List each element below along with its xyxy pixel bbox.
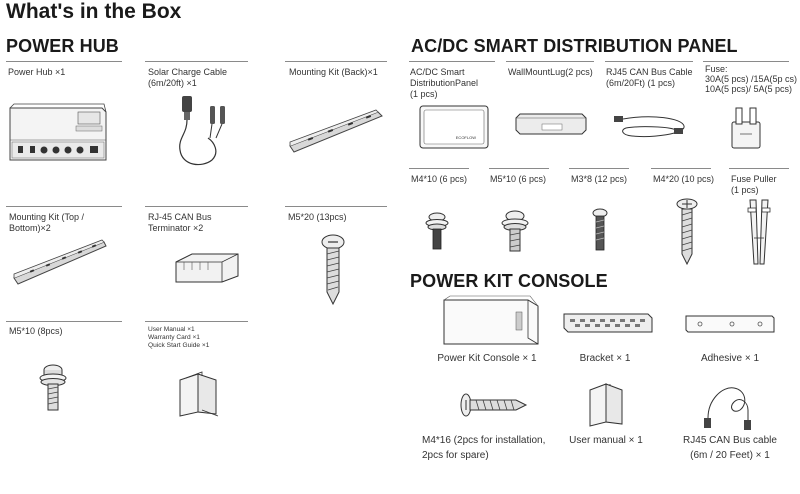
console-illustration: [442, 296, 542, 346]
item-label-m5x20: M5*20 (13pcs): [288, 212, 347, 222]
divider: [703, 61, 789, 62]
divider: [145, 321, 248, 322]
item-label-terminator: RJ-45 CAN Bus Terminator ×2: [148, 212, 212, 233]
item-label-rj45-cable-kit: RJ45 CAN Bus cable (6m / 20 Feet) × 1: [683, 435, 777, 461]
divider: [409, 61, 495, 62]
fuse-puller-illustration: [742, 198, 776, 268]
solar-cable-illustration: [172, 94, 238, 180]
divider: [729, 168, 789, 169]
divider: [145, 206, 248, 207]
divider: [285, 61, 387, 62]
divider: [285, 206, 387, 207]
divider: [605, 61, 693, 62]
divider: [6, 61, 122, 62]
terminator-illustration: [172, 250, 244, 284]
m5x10-panel-screw-illustration: [500, 210, 530, 254]
item-label-mounting-kit-back: Mounting Kit (Back)×1: [289, 67, 378, 77]
item-label-wall-mount-lug: WallMountLug(2 pcs): [508, 67, 593, 77]
item-label-documents: User Manual ×1 Warranty Card ×1 Quick Start Guide ×1: [148, 326, 210, 349]
rj45-cable-kit-illustration: [700, 380, 756, 432]
m4x10-screw-illustration: [424, 212, 450, 252]
item-label-solar-cable: Solar Charge Cable (6m/20ft) ×1: [148, 67, 228, 88]
m4x20-screw-illustration: [674, 198, 700, 266]
power-hub-title: POWER HUB: [6, 36, 119, 56]
user-manual-illustration: [586, 382, 628, 428]
divider: [489, 168, 549, 169]
divider: [145, 61, 248, 62]
item-label-m4x20: M4*20 (10 pcs): [653, 174, 715, 184]
rj45-cable-illustration: [612, 112, 688, 144]
divider: [506, 61, 594, 62]
item-label-m3x8: M3*8 (12 pcs): [571, 174, 628, 184]
distribution-panel-title: AC/DC SMART DISTRIBUTION PANEL: [411, 36, 738, 56]
item-label-m5x10: M5*10 (8pcs): [9, 326, 63, 336]
item-label-mounting-kit-top-bottom: Mounting Kit (Top / Bottom)×2: [9, 212, 85, 233]
m5x10-screw-illustration: [38, 364, 68, 414]
wall-mount-lug-illustration: [512, 112, 588, 138]
power-kit-console-title: POWER KIT CONSOLE: [410, 271, 608, 291]
page-title: What's in the Box: [6, 0, 182, 23]
item-label-m5x10-panel: M5*10 (6 pcs): [490, 174, 547, 184]
item-label-m4x10: M4*10 (6 pcs): [411, 174, 468, 184]
item-label-fuse: Fuse: 30A(5 pcs) /15A(5p cs) 10A(5 pcs)/ 5A(5 pcs): [705, 64, 798, 94]
item-label-power-hub: Power Hub ×1: [8, 67, 66, 77]
divider: [6, 206, 122, 207]
m3x8-screw-illustration: [590, 208, 610, 252]
divider: [409, 168, 469, 169]
item-label-adhesive: Adhesive × 1: [700, 353, 760, 364]
divider: [651, 168, 711, 169]
mounting-kit-top-bottom-illustration: [12, 238, 108, 288]
svg-text:ECOFLOW: ECOFLOW: [455, 135, 476, 140]
item-label-distribution-panel: AC/DC Smart DistributionPanel (1 pcs): [410, 67, 479, 99]
bracket-illustration: [562, 310, 654, 334]
mounting-kit-back-illustration: [288, 108, 384, 156]
item-label-console: Power Kit Console × 1: [437, 353, 537, 364]
divider: [6, 321, 122, 322]
divider: [569, 168, 629, 169]
item-label-user-manual: User manual × 1: [569, 435, 643, 446]
power-hub-illustration: [8, 102, 108, 164]
distribution-panel-illustration: [418, 104, 490, 150]
item-label-rj45-cable: RJ45 CAN Bus Cable (6m/20Ft) (1 pcs): [606, 67, 693, 88]
m4x16-screw-illustration: [458, 392, 528, 418]
item-label-m4x16: M4*16 (2pcs for installation, 2pcs for spare): [422, 435, 546, 461]
adhesive-illustration: [684, 312, 776, 334]
item-label-bracket: Bracket × 1: [579, 353, 631, 364]
fuse-illustration: [726, 106, 766, 150]
item-label-fuse-puller: Fuse Puller (1 pcs): [731, 174, 777, 195]
documents-illustration: [176, 370, 222, 418]
m5x20-screw-illustration: [320, 234, 346, 306]
